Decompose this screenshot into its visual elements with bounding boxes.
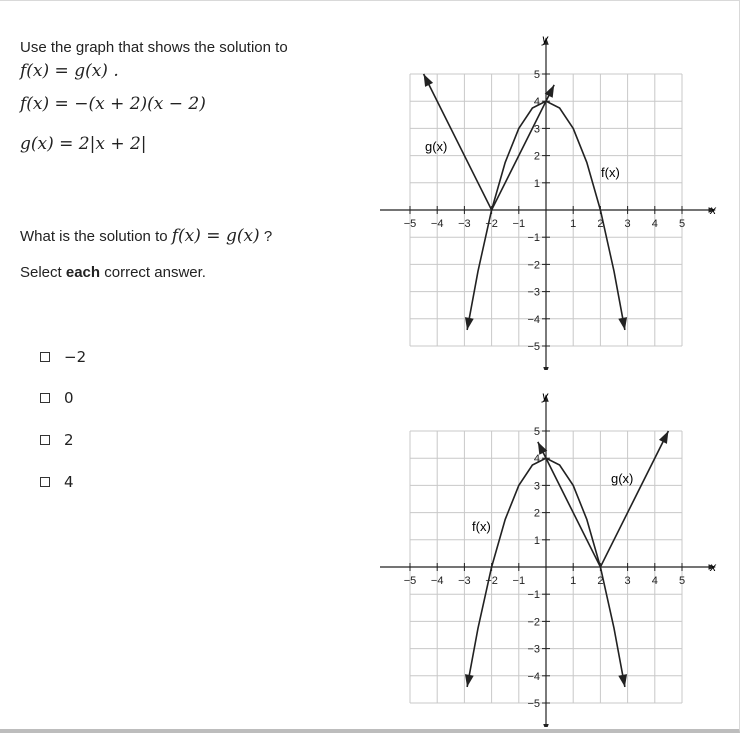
y-tick-label: 1 (533, 177, 540, 190)
x-tick-label: −2 (485, 575, 498, 587)
graph-1 (380, 30, 720, 370)
x-axis-label: x (710, 560, 716, 574)
x-tick-label: −1 (512, 575, 526, 587)
ask-prefix: What is the solution to (20, 228, 168, 245)
y-tick-label: 2 (533, 150, 540, 163)
x-tick-label: 4 (651, 575, 658, 587)
x-tick-label: 3 (624, 575, 631, 587)
y-tick-label: 4 (533, 96, 540, 109)
tick-labels (404, 426, 685, 710)
g-curve-arrow-icon (424, 74, 433, 87)
y-tick-label: −2 (527, 259, 540, 272)
axes (380, 394, 716, 727)
question-intro: Use the graph that shows the solution to (20, 39, 288, 56)
choice-neg2[interactable] (40, 346, 86, 367)
x-tick-label: 5 (678, 575, 686, 587)
x-tick-label: −3 (458, 218, 471, 230)
f-curve-arrow-icon (465, 317, 474, 330)
x-tick-label: −3 (458, 575, 471, 587)
tick-labels (404, 69, 685, 353)
x-tick-label: 2 (597, 218, 604, 230)
answer-choices (40, 346, 86, 513)
y-axis-arrow-icon (543, 724, 548, 727)
f-label: f(x) (472, 519, 491, 534)
select-prefix: Select (20, 264, 62, 281)
g-curve-arrow-icon (659, 431, 668, 444)
y-axis-label: y (542, 32, 548, 46)
y-tick-label: −3 (527, 643, 540, 656)
y-tick-label: 2 (533, 507, 540, 520)
checkbox-icon[interactable] (40, 477, 50, 487)
x-tick-label: −5 (403, 218, 417, 230)
checkbox-icon[interactable] (40, 435, 50, 445)
y-tick-label: −1 (527, 232, 540, 245)
y-tick-label: −1 (527, 589, 540, 602)
g-definition: g(x) = 2|x + 2| (20, 134, 147, 154)
y-tick-label: 5 (533, 426, 540, 438)
x-tick-label: −4 (430, 575, 444, 587)
y-axis-label: y (542, 389, 548, 403)
x-tick-label: 1 (570, 575, 577, 587)
checkbox-icon[interactable] (40, 352, 50, 362)
x-tick-label: 1 (570, 218, 577, 230)
g-curve (538, 431, 669, 567)
y-tick-label: 4 (533, 453, 540, 466)
choice-label: 2 (64, 430, 74, 449)
ask-suffix: ? (263, 228, 273, 245)
x-tick-label: 3 (624, 218, 631, 230)
ask-equation: f(x) = g(x) (171, 226, 260, 246)
y-axis-arrow-icon (543, 367, 548, 370)
y-tick-label: 3 (533, 480, 540, 493)
x-tick-label: −1 (512, 218, 526, 230)
y-tick-label: 3 (533, 123, 540, 136)
y-tick-label: −4 (527, 670, 540, 683)
x-tick-label: 2 (597, 575, 604, 587)
question-target-equation: f(x) = g(x) . (20, 61, 119, 81)
choice-4[interactable] (40, 471, 86, 492)
g-label: g(x) (611, 471, 634, 486)
f-curve-arrow-icon (618, 317, 627, 330)
x-tick-label: −5 (403, 575, 417, 587)
choice-label: 0 (64, 389, 74, 408)
question-text (20, 38, 350, 164)
choice-label: 4 (64, 472, 74, 491)
ask-prompt (20, 224, 272, 249)
x-tick-label: −2 (485, 218, 498, 230)
y-tick-label: −5 (527, 698, 540, 710)
select-bold: each (65, 264, 101, 281)
select-suffix: correct answer. (104, 264, 206, 281)
f-curve-arrow-icon (618, 674, 627, 687)
y-tick-label: 1 (533, 534, 540, 547)
x-tick-label: −4 (430, 218, 444, 230)
y-tick-label: −4 (527, 313, 540, 326)
x-tick-label: 5 (678, 218, 686, 230)
x-tick-label: 4 (651, 218, 658, 230)
y-tick-label: −5 (527, 341, 540, 353)
choice-label: −2 (64, 347, 87, 366)
y-tick-label: −2 (527, 616, 540, 629)
checkbox-icon[interactable] (40, 393, 50, 403)
f-definition: f(x) = −(x + 2)(x − 2) (20, 94, 206, 114)
choice-2[interactable] (40, 429, 86, 450)
y-tick-label: −3 (527, 286, 540, 299)
graph-2 (380, 387, 720, 727)
g-label: g(x) (425, 139, 448, 154)
x-axis-label: x (710, 203, 716, 217)
f-label: f(x) (601, 165, 620, 180)
y-tick-label: 5 (533, 69, 540, 81)
select-instruction (20, 264, 206, 281)
f-curve-arrow-icon (465, 674, 474, 687)
choice-0[interactable] (40, 388, 86, 409)
